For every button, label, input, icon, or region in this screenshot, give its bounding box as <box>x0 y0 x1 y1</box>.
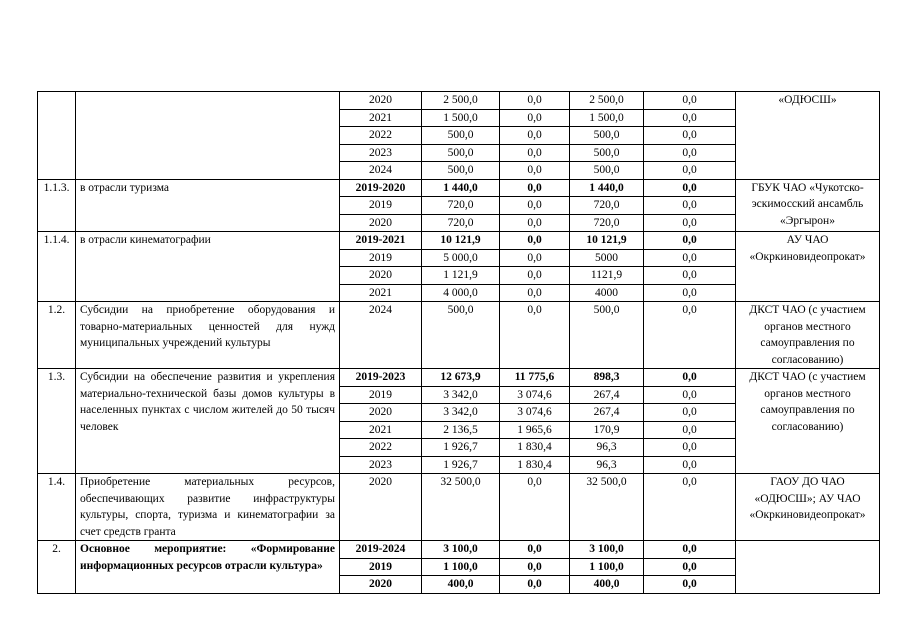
federal-cell: 0,0 <box>500 474 570 541</box>
regional-cell: 720,0 <box>570 197 644 215</box>
item-number: 1.1.4. <box>38 232 76 302</box>
other-cell: 0,0 <box>644 179 736 197</box>
table-row <box>38 474 880 541</box>
year-cell: 2021 <box>340 284 422 302</box>
year-cell: 2022 <box>340 127 422 145</box>
activity-name: Основное мероприятие: «Формирование информационных ресурсов отрасли культура» <box>76 541 340 594</box>
item-number <box>38 92 76 180</box>
federal-cell: 0,0 <box>500 249 570 267</box>
table-row <box>38 92 880 110</box>
federal-cell: 0,0 <box>500 214 570 232</box>
regional-cell: 5000 <box>570 249 644 267</box>
other-cell: 0,0 <box>644 197 736 215</box>
budget-table <box>37 91 880 594</box>
other-cell: 0,0 <box>644 232 736 250</box>
other-cell: 0,0 <box>644 474 736 541</box>
total-cell: 3 342,0 <box>422 404 500 422</box>
other-cell: 0,0 <box>644 576 736 594</box>
other-cell: 0,0 <box>644 302 736 369</box>
year-cell: 2022 <box>340 439 422 457</box>
table-row <box>38 179 880 197</box>
regional-cell: 96,3 <box>570 439 644 457</box>
activity-name <box>76 92 340 180</box>
year-cell: 2019-2021 <box>340 232 422 250</box>
federal-cell: 1 830,4 <box>500 439 570 457</box>
activity-name: Субсидии на обеспечение развития и укрепления материально-технической базы домов культуры в населенных пунктах с числом жителей до 50 тысяч человек <box>76 369 340 474</box>
total-cell: 720,0 <box>422 214 500 232</box>
total-cell: 5 000,0 <box>422 249 500 267</box>
year-cell: 2019 <box>340 197 422 215</box>
total-cell: 10 121,9 <box>422 232 500 250</box>
federal-cell: 0,0 <box>500 284 570 302</box>
regional-cell: 2 500,0 <box>570 92 644 110</box>
regional-cell: 1 440,0 <box>570 179 644 197</box>
regional-cell: 4000 <box>570 284 644 302</box>
executor-cell: ДКСТ ЧАО (с участием органов местного самоуправления по согласованию) <box>736 369 880 474</box>
total-cell: 12 673,9 <box>422 369 500 387</box>
total-cell: 1 926,7 <box>422 456 500 474</box>
executor-cell: АУ ЧАО «Окркиновидеопрокат» <box>736 232 880 302</box>
total-cell: 1 121,9 <box>422 267 500 285</box>
regional-cell: 500,0 <box>570 127 644 145</box>
year-cell: 2021 <box>340 421 422 439</box>
item-number: 1.4. <box>38 474 76 541</box>
year-cell: 2020 <box>340 92 422 110</box>
federal-cell: 0,0 <box>500 541 570 559</box>
year-cell: 2023 <box>340 144 422 162</box>
total-cell: 500,0 <box>422 127 500 145</box>
regional-cell: 500,0 <box>570 144 644 162</box>
other-cell: 0,0 <box>644 284 736 302</box>
year-cell: 2021 <box>340 109 422 127</box>
item-number: 1.1.3. <box>38 179 76 232</box>
other-cell: 0,0 <box>644 404 736 422</box>
table-row <box>38 541 880 559</box>
table-body <box>38 92 880 594</box>
other-cell: 0,0 <box>644 92 736 110</box>
other-cell: 0,0 <box>644 541 736 559</box>
regional-cell: 96,3 <box>570 456 644 474</box>
other-cell: 0,0 <box>644 144 736 162</box>
executor-cell: ДКСТ ЧАО (с участием органов местного самоуправления по согласованию) <box>736 302 880 369</box>
total-cell: 4 000,0 <box>422 284 500 302</box>
total-cell: 1 100,0 <box>422 558 500 576</box>
other-cell: 0,0 <box>644 439 736 457</box>
federal-cell: 0,0 <box>500 302 570 369</box>
regional-cell: 32 500,0 <box>570 474 644 541</box>
year-cell: 2019-2020 <box>340 179 422 197</box>
item-number: 1.2. <box>38 302 76 369</box>
regional-cell: 3 100,0 <box>570 541 644 559</box>
regional-cell: 1121,9 <box>570 267 644 285</box>
federal-cell: 0,0 <box>500 232 570 250</box>
federal-cell: 0,0 <box>500 109 570 127</box>
regional-cell: 170,9 <box>570 421 644 439</box>
year-cell: 2020 <box>340 576 422 594</box>
other-cell: 0,0 <box>644 386 736 404</box>
total-cell: 1 926,7 <box>422 439 500 457</box>
other-cell: 0,0 <box>644 456 736 474</box>
executor-cell <box>736 541 880 594</box>
regional-cell: 400,0 <box>570 576 644 594</box>
other-cell: 0,0 <box>644 214 736 232</box>
activity-name: Субсидии на приобретение оборудования и товарно-материальных ценностей для нужд муниципальных учреждений культуры <box>76 302 340 369</box>
total-cell: 1 440,0 <box>422 179 500 197</box>
federal-cell: 0,0 <box>500 576 570 594</box>
total-cell: 500,0 <box>422 144 500 162</box>
regional-cell: 1 500,0 <box>570 109 644 127</box>
year-cell: 2019 <box>340 249 422 267</box>
other-cell: 0,0 <box>644 249 736 267</box>
item-number: 2. <box>38 541 76 594</box>
year-cell: 2020 <box>340 214 422 232</box>
regional-cell: 1 100,0 <box>570 558 644 576</box>
federal-cell: 0,0 <box>500 127 570 145</box>
executor-cell: ГАОУ ДО ЧАО «ОДЮСШ»; АУ ЧАО «Окркиновидеопрокат» <box>736 474 880 541</box>
total-cell: 1 500,0 <box>422 109 500 127</box>
other-cell: 0,0 <box>644 162 736 180</box>
year-cell: 2020 <box>340 404 422 422</box>
federal-cell: 0,0 <box>500 162 570 180</box>
other-cell: 0,0 <box>644 369 736 387</box>
total-cell: 500,0 <box>422 162 500 180</box>
regional-cell: 898,3 <box>570 369 644 387</box>
executor-cell: «ОДЮСШ» <box>736 92 880 180</box>
federal-cell: 11 775,6 <box>500 369 570 387</box>
regional-cell: 267,4 <box>570 404 644 422</box>
federal-cell: 0,0 <box>500 92 570 110</box>
regional-cell: 10 121,9 <box>570 232 644 250</box>
total-cell: 720,0 <box>422 197 500 215</box>
federal-cell: 0,0 <box>500 179 570 197</box>
year-cell: 2019 <box>340 386 422 404</box>
regional-cell: 500,0 <box>570 302 644 369</box>
year-cell: 2020 <box>340 474 422 541</box>
other-cell: 0,0 <box>644 421 736 439</box>
year-cell: 2024 <box>340 302 422 369</box>
federal-cell: 3 074,6 <box>500 404 570 422</box>
table-row <box>38 302 880 369</box>
regional-cell: 500,0 <box>570 162 644 180</box>
table-row <box>38 369 880 387</box>
federal-cell: 0,0 <box>500 144 570 162</box>
regional-cell: 267,4 <box>570 386 644 404</box>
regional-cell: 720,0 <box>570 214 644 232</box>
total-cell: 2 136,5 <box>422 421 500 439</box>
federal-cell: 1 965,6 <box>500 421 570 439</box>
total-cell: 3 100,0 <box>422 541 500 559</box>
federal-cell: 3 074,6 <box>500 386 570 404</box>
federal-cell: 1 830,4 <box>500 456 570 474</box>
total-cell: 500,0 <box>422 302 500 369</box>
activity-name: в отрасли туризма <box>76 179 340 232</box>
total-cell: 3 342,0 <box>422 386 500 404</box>
executor-cell: ГБУК ЧАО «Чукотско-эскимосский ансамбль «Эргырон» <box>736 179 880 232</box>
activity-name: Приобретение материальных ресурсов, обеспечивающих развитие инфраструктуры культуры, спорта, туризма и кинематографии за счет средств гранта <box>76 474 340 541</box>
activity-name: в отрасли кинематографии <box>76 232 340 302</box>
year-cell: 2023 <box>340 456 422 474</box>
federal-cell: 0,0 <box>500 197 570 215</box>
other-cell: 0,0 <box>644 127 736 145</box>
year-cell: 2024 <box>340 162 422 180</box>
item-number: 1.3. <box>38 369 76 474</box>
year-cell: 2019 <box>340 558 422 576</box>
federal-cell: 0,0 <box>500 267 570 285</box>
federal-cell: 0,0 <box>500 558 570 576</box>
year-cell: 2020 <box>340 267 422 285</box>
other-cell: 0,0 <box>644 109 736 127</box>
year-cell: 2019-2024 <box>340 541 422 559</box>
total-cell: 32 500,0 <box>422 474 500 541</box>
table-row <box>38 232 880 250</box>
year-cell: 2019-2023 <box>340 369 422 387</box>
total-cell: 2 500,0 <box>422 92 500 110</box>
other-cell: 0,0 <box>644 558 736 576</box>
total-cell: 400,0 <box>422 576 500 594</box>
other-cell: 0,0 <box>644 267 736 285</box>
